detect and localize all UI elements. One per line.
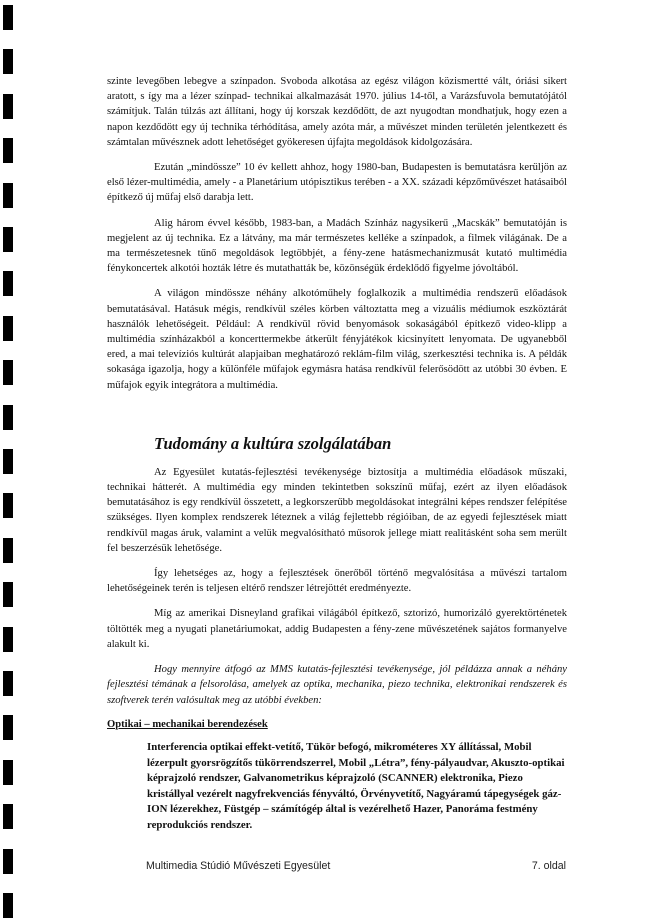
binder-mark: [3, 493, 13, 518]
binder-mark: [3, 671, 13, 696]
binder-mark: [3, 138, 13, 163]
italic-paragraph: Hogy mennyire átfogó az MMS kutatás-fejlesztési tevékenysége, jól példázza annak a néhány fejlesztési témának a felsorolása, amelyek az optika, mechanika, piezo technika, elektronikai rendszerek és szoftverek terén valósultak meg az utóbbi években:: [107, 664, 567, 706]
paragraph: Míg az amerikai Disneyland grafikai világából építkező, sztorizó, humorizáló gyerektörténetek töltötték meg a nyugati planetáriumokat, addig Budapesten a fény-zene művészetének sajátos formanyelve alakult ki.: [107, 608, 567, 650]
footer-organization: Multimedia Stúdió Művészeti Egyesület: [146, 860, 331, 872]
paragraph: Ezután „mindössze” 10 év kellett ahhoz, hogy 1980-ban, Budapesten is bemutatásra kerüljön az első lézer-multimédia, amely - a Planetárium utópisztikus terében - a XX. századi képzőművészet hatásaiból építkező új műfaj első darabja lett.: [107, 162, 567, 204]
paragraph: Így lehetséges az, hogy a fejlesztések önerőből történő megvalósítása a művészi tartalom lehetőségeinek terén is teljesen eltérő rendszer létrejöttét eredményezte.: [107, 568, 567, 595]
binder-mark: [3, 538, 13, 563]
binder-mark: [3, 849, 13, 874]
binder-mark: [3, 627, 13, 652]
binder-mark: [3, 94, 13, 119]
binder-mark: [3, 893, 13, 918]
binder-mark: [3, 804, 13, 829]
binder-mark: [3, 49, 13, 74]
document-page: [107, 74, 567, 833]
page-footer: [146, 860, 566, 872]
page-number: 7. oldal: [531, 860, 566, 872]
paragraph: Az Egyesület kutatás-fejlesztési tevékenysége biztosítja a multimédia előadások műszaki, technikai hátterét. A multimédia egy minden tekintetben sokszínű műfaj, ezért az ilyen előadások bemutatásához is egy rendkívül összetett, a legkorszerűbb megoldásokat integrálni képes rendszer felépítése szükséges. Ilyen komplex rendszerek léteznek a világ fejlettebb régióiban, de az egyedi fejlesztések miatt rendkívül magas áruk, valamint a velük megvalósítható műsorok jellege miatt realitásként soha sem merült fel beszerzésük lehetősége.: [107, 466, 567, 554]
binder-mark: [3, 227, 13, 252]
paragraph: A világon mindössze néhány alkotóműhely foglalkozik a multimédia rendszerű előadások bemutatásával. Hatásuk mégis, rendkívül széles körben változtatta meg a vizuális médiumok eszköztárát használók lehetőségeit. Például: A rendkívül rövid benyomások sokaságából építkező video-klipp a multimédia színházakból a koncerttermekbe átkerült fényjátékok kicsinyített lenyomata. De ugyanebből ered, a mai televíziós kultúrát alapjaiban meghatározó reklám-film világ, szerkesztési technika is. A példák sokasága igazolja, hogy a különféle műfajok egymásra hatása rendkívül felerősödött az utóbbi 30 évben. E műfajok egyik integrátora a multimédia.: [107, 288, 567, 391]
binder-mark: [3, 5, 13, 30]
paragraph: szinte levegőben lebegve a színpadon. Svoboda alkotása az egész világon közismertté vált, óriási sikert aratott, s így ma a lézer színpad- technikai alkalmazását 1970. július 14-től, a Varázsfuvola bemutatójától számítjuk. Talán túlzás azt állítani, hogy új korszak kezdődött, de azt nyugodtan mondhatjuk, hogy ezen a napon kezdődött egy új technika térhódítása, amely azóta már, a művészet minden területén jelentkezett és számtalan művésznek adott lehetőséget gyökeresen újfajta megoldások kidolgozására.: [107, 76, 567, 148]
equipment-list: Interferencia optikai effekt-vetítő, Tükör befogó, mikrométeres XY állítással, Mobil lézerpult gyorsrögzítős tükörrendszerrel, Mobil „Létra”, fény-pályaudvar, Akuszto-optikai képrajzoló rendszer, Galvanometrikus képrajzoló (SCANNER) elektronika, Piezo kristállyal vezérelt nagyfrekvenciás fényváltó, Örvényvetítő, Nagyáramú tápegységek gáz-ION lézerekhez, Füstgép – számítógép által is vezérelhető Hazer, Panoráma festmény reprodukciós rendszer.: [147, 740, 565, 831]
binder-mark: [3, 271, 13, 296]
section-heading: Tudomány a kultúra szolgálatában: [154, 433, 392, 453]
binder-mark: [3, 760, 13, 785]
binder-mark: [3, 582, 13, 607]
binder-mark: [3, 360, 13, 385]
binder-marks: [3, 0, 15, 916]
binder-mark: [3, 449, 13, 474]
subheading: Optikai – mechanikai berendezések: [107, 718, 268, 730]
binder-mark: [3, 715, 13, 740]
paragraph: Alig három évvel később, 1983-ban, a Madách Színház nagysikerű „Macskák” bemutatóján is megjelent az új technika. Ez a látvány, ma már természetes kelléke a színpadok, a filmek világának. De a ma természetesnek tűnő megoldások legtöbbjét, a fény-zene hatásmechanizmusát kutató multimédia fénykoncertek alkotói hozták létre és mutathatták be, közönségük érdeklődő figyelme jóvoltából.: [107, 217, 567, 275]
binder-mark: [3, 405, 13, 430]
binder-mark: [3, 316, 13, 341]
binder-mark: [3, 183, 13, 208]
